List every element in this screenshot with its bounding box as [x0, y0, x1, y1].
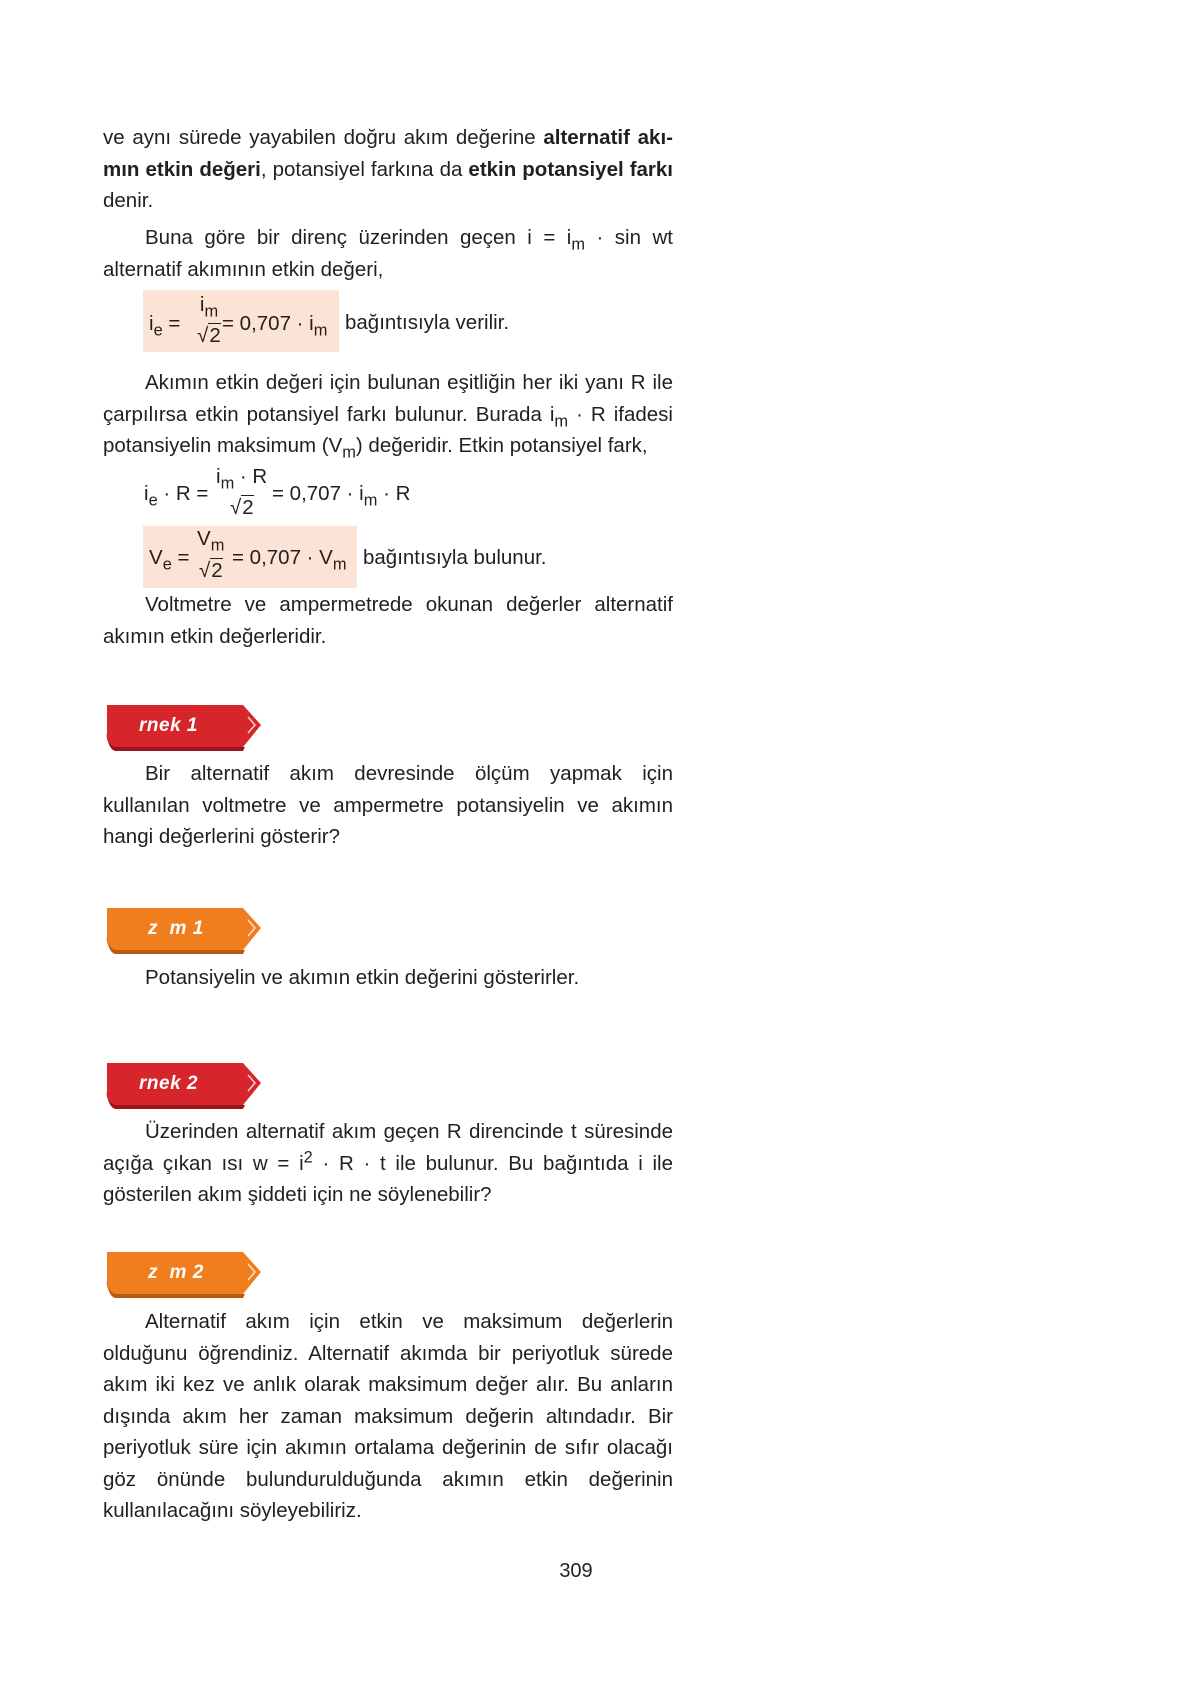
f1-lhs-sub: e	[153, 321, 163, 340]
f1-num-sub: m	[204, 302, 219, 321]
formula-3-tail: bağıntısıyla bulunur.	[363, 546, 547, 569]
f2-num2: · R	[234, 465, 268, 488]
cozum-1-ribbon	[103, 906, 263, 956]
p2-text-b: · sin wt alternatif akımının etkin değeri,	[103, 226, 673, 281]
cozum-1-label: z m 1	[148, 918, 204, 939]
sqrt-symbol: √2	[197, 324, 221, 347]
f1-rhs: = 0,707 · i	[222, 312, 314, 335]
f2-rhs2: · R	[377, 482, 411, 505]
intro-paragraph	[103, 122, 673, 217]
f2-rhs-sub: m	[363, 491, 378, 510]
f1-rhs-sub: m	[313, 321, 328, 340]
ornek-1-text: Bir alternatif akım devresinde ölçüm yapmak için kullanılan voltmetre ve ampermetre potansiyelin ve akımın hangi değerlerini gösterir?	[103, 762, 673, 848]
ornek-2-text	[103, 1116, 673, 1211]
ornek-2-text-a: Üzerinden alternatif akım geçen R direncinde t süresinde açığa çıkan ısı w = i	[103, 1120, 673, 1175]
ornek-2-label: rnek 2	[139, 1073, 198, 1094]
f1-num: i	[199, 293, 205, 316]
f1-den: 2	[209, 324, 221, 347]
cozum-1-text: Potansiyelin ve akımın etkin değerini gösterirler.	[145, 966, 580, 989]
intro-bold-term-2: etkin potansiyel farkı	[468, 157, 673, 181]
paragraph-2	[103, 222, 673, 285]
f3-den: 2	[211, 559, 223, 582]
f2-lhs: i	[144, 482, 149, 505]
f3-num-sub: m	[210, 536, 225, 555]
f3-rhs-sub: m	[332, 555, 347, 574]
p3-text-c: ) değeridir. Etkin potansiyel fark,	[355, 434, 648, 457]
ornek-2-ribbon	[103, 1061, 263, 1111]
paragraph-4: Voltmetre ve ampermetrede okunan değerler alternatif akımın etkin değerleridir.	[103, 593, 673, 648]
p3-text-a: Akımın etkin değeri için bulunan eşitliğin her iki yanı R ile çarpılırsa etkin potansiyel farkı bulunur. Burada i	[103, 371, 673, 426]
ornek-1-ribbon	[103, 703, 263, 753]
intro-text-c: denir.	[103, 189, 154, 212]
p2-sub: m	[571, 235, 586, 254]
ornek-2-text-b: · R · t ile bulunur. Bu bağıntıda i ile gösterilen akım şiddeti için ne söylenebilir?	[103, 1151, 673, 1206]
p3-sub-1: m	[554, 412, 569, 431]
f2-num: i	[216, 465, 221, 488]
sqrt-symbol-2: √2	[230, 496, 254, 519]
cozum-2-ribbon	[103, 1250, 263, 1300]
f2-rhs: = 0,707 · i	[272, 482, 364, 505]
ornek-2-sup: 2	[303, 1148, 313, 1167]
paragraph-3	[103, 367, 673, 462]
page-number: 309	[559, 1560, 593, 1582]
f2-lhs2: · R =	[157, 482, 209, 505]
p3-sub-2: m	[342, 443, 356, 462]
intro-text-a: ve aynı sürede yayabilen doğru akım değerine	[103, 126, 544, 149]
f3-eq: =	[171, 546, 190, 569]
intro-bold-term: alternatif akı-mın etkin değeri	[103, 126, 673, 181]
f1-eq: =	[162, 312, 181, 335]
formula-1-tail: bağıntısıyla verilir.	[345, 311, 510, 334]
ornek-1-label: rnek 1	[139, 715, 198, 736]
cozum-2-text: Alternatif akım için etkin ve maksimum değerlerin olduğunu öğrendiniz. Alternatif akımda bir periyotluk sürede akım iki kez ve anlık olarak maksimum değer alır. Bu anların dışında akım her zaman maksimum değerin altındadır. Bir periyotluk süre için akımın ortalama değerinin de sıfır olacağı göz önünde bulundurulduğunda akımın etkin değerinin kullanılacağını söyleyebiliriz.	[103, 1310, 673, 1522]
f3-lhs-sub: e	[162, 555, 172, 574]
intro-text-b: , potansiyel farkına da	[260, 157, 469, 181]
f3-lhs: V	[149, 546, 163, 569]
p2-text-a: Buna göre bir direnç üzerinden geçen i = i	[145, 226, 572, 249]
sqrt-symbol-3: √2	[199, 559, 223, 582]
f2-den: 2	[242, 496, 254, 519]
f3-num: V	[197, 527, 211, 550]
cozum-2-label: z m 2	[148, 1262, 204, 1283]
p3-text-b: · R ifadesi potansiyelin maksimum (V	[103, 402, 673, 457]
f2-num-sub: m	[220, 474, 235, 493]
f3-rhs: = 0,707 · V	[232, 546, 333, 569]
f1-lhs: i	[149, 312, 154, 335]
f2-lhs-sub: e	[148, 491, 158, 510]
